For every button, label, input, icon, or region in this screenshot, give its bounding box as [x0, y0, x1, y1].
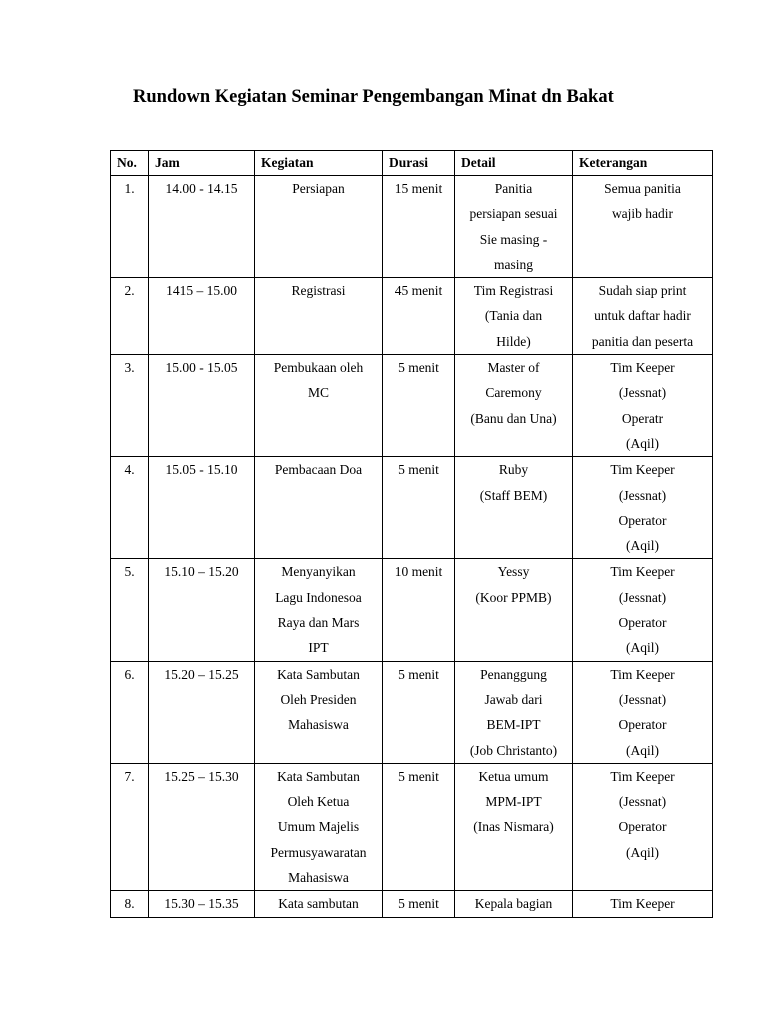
cell-keterangan-line: Operator — [618, 615, 667, 631]
cell-kegiatan-line: IPT — [308, 640, 329, 656]
cell-kegiatan-line: Oleh Ketua — [287, 794, 350, 810]
cell-no: 3. — [111, 355, 149, 457]
table-row — [111, 457, 713, 559]
cell-detail-line: (Tania dan — [484, 308, 543, 324]
cell-detail-line: Penanggung — [480, 666, 547, 682]
cell-durasi: 5 menit — [383, 661, 455, 763]
cell-kegiatan-line: Kata Sambutan — [277, 768, 360, 784]
table-row — [111, 355, 713, 457]
cell-kegiatan-line: Pembacaan Doa — [274, 462, 363, 478]
table-row — [111, 763, 713, 890]
cell-detail-line: (Koor PPMB) — [475, 589, 552, 605]
cell-no: 8. — [111, 891, 149, 917]
cell-jam: 15.10 – 15.20 — [149, 559, 255, 661]
cell-kegiatan-line: Kata sambutan — [278, 896, 359, 912]
cell-durasi: 5 menit — [383, 763, 455, 890]
cell-keterangan-line: Semua panitia — [604, 181, 681, 196]
cell-keterangan-line: Operator — [618, 819, 667, 835]
cell-kegiatan-line: MC — [307, 385, 329, 401]
cell-keterangan — [573, 457, 713, 559]
cell-keterangan-line: (Jessnat) — [618, 691, 667, 707]
table-row — [111, 891, 713, 917]
cell-detail-line: masing — [494, 256, 533, 272]
cell-kegiatan-line: Permusyawaratan — [270, 844, 367, 860]
cell-no: 5. — [111, 559, 149, 661]
cell-kegiatan — [255, 278, 383, 355]
cell-keterangan-line: (Jessnat) — [618, 385, 667, 401]
cell-keterangan-line: (Aqil) — [626, 435, 659, 451]
cell-durasi: 5 menit — [383, 891, 455, 917]
cell-keterangan-line: Operator — [618, 717, 667, 733]
cell-no: 7. — [111, 763, 149, 890]
cell-jam: 15.00 - 15.05 — [149, 355, 255, 457]
cell-no: 4. — [111, 457, 149, 559]
cell-jam: 1415 – 15.00 — [149, 278, 255, 355]
cell-keterangan-line: (Aqil) — [626, 742, 659, 758]
cell-detail-line: (Staff BEM) — [479, 487, 548, 503]
cell-durasi: 5 menit — [383, 355, 455, 457]
cell-no: 2. — [111, 278, 149, 355]
table-row — [111, 278, 713, 355]
header-detail: Detail — [455, 151, 573, 176]
cell-detail-line: Sie masing - — [479, 231, 548, 247]
cell-detail-line: (Banu dan Una) — [470, 410, 557, 426]
cell-keterangan-line: Tim Keeper — [610, 768, 675, 784]
cell-detail-line: Caremony — [485, 385, 542, 401]
cell-keterangan-line: Operatr — [621, 410, 664, 426]
cell-detail-line: Master of — [487, 360, 540, 376]
cell-kegiatan — [255, 661, 383, 763]
header-keterangan: Keterangan — [573, 151, 713, 176]
cell-keterangan-line: Sudah siap print — [598, 283, 687, 299]
cell-detail — [455, 355, 573, 457]
cell-detail-line: (Inas Nismara) — [473, 819, 554, 835]
cell-keterangan — [573, 355, 713, 457]
cell-jam: 15.30 – 15.35 — [149, 891, 255, 917]
cell-keterangan-line: Tim Keeper — [610, 896, 675, 912]
table-row — [111, 176, 713, 278]
cell-keterangan-line: (Aqil) — [626, 640, 659, 656]
table-header-row — [111, 151, 713, 176]
document-title: Rundown Kegiatan Seminar Pengembangan Minat dn Bakat — [133, 87, 614, 107]
cell-keterangan-line: (Jessnat) — [618, 794, 667, 810]
table-row — [111, 661, 713, 763]
table-body — [111, 176, 713, 918]
cell-keterangan-line: Tim Keeper — [610, 360, 675, 376]
cell-kegiatan — [255, 891, 383, 917]
cell-keterangan — [573, 763, 713, 890]
cell-detail-line: Ruby — [498, 462, 529, 478]
cell-jam: 15.25 – 15.30 — [149, 763, 255, 890]
cell-kegiatan — [255, 355, 383, 457]
cell-keterangan-line: (Jessnat) — [618, 487, 667, 503]
cell-keterangan-line: (Aqil) — [626, 538, 659, 554]
cell-durasi: 5 menit — [383, 457, 455, 559]
cell-keterangan — [573, 559, 713, 661]
cell-detail — [455, 661, 573, 763]
cell-jam: 15.05 - 15.10 — [149, 457, 255, 559]
cell-keterangan-line: panitia dan peserta — [591, 333, 694, 349]
cell-durasi: 10 menit — [383, 559, 455, 661]
header-jam: Jam — [149, 151, 255, 176]
cell-keterangan-line: (Aqil) — [626, 844, 659, 860]
cell-kegiatan-line: Umum Majelis — [277, 819, 360, 835]
cell-detail — [455, 763, 573, 890]
cell-detail-line: Ketua umum — [478, 768, 549, 784]
cell-detail — [455, 891, 573, 917]
cell-kegiatan-line: Persiapan — [292, 181, 345, 196]
cell-kegiatan-line: Mahasiswa — [288, 870, 349, 886]
rundown-table — [110, 150, 713, 918]
cell-detail-line: Yessy — [497, 564, 530, 580]
cell-kegiatan-line: Pembukaan oleh — [273, 360, 364, 376]
cell-kegiatan-line: Kata Sambutan — [277, 666, 360, 682]
cell-kegiatan — [255, 176, 383, 278]
cell-detail — [455, 559, 573, 661]
cell-detail-line: BEM-IPT — [486, 717, 541, 733]
cell-detail-line: MPM-IPT — [485, 794, 542, 810]
cell-detail — [455, 176, 573, 278]
cell-keterangan-line: Tim Keeper — [610, 666, 675, 682]
cell-jam: 15.20 – 15.25 — [149, 661, 255, 763]
header-durasi: Durasi — [383, 151, 455, 176]
cell-detail-line: (Job Christanto) — [469, 742, 558, 758]
cell-detail-line: Tim Registrasi — [473, 283, 554, 299]
cell-keterangan-line: wajib hadir — [611, 206, 674, 222]
cell-kegiatan — [255, 457, 383, 559]
cell-durasi: 45 menit — [383, 278, 455, 355]
cell-kegiatan-line: Registrasi — [291, 283, 346, 299]
cell-kegiatan — [255, 559, 383, 661]
cell-keterangan-line: (Jessnat) — [618, 589, 667, 605]
cell-keterangan — [573, 661, 713, 763]
cell-keterangan — [573, 176, 713, 278]
cell-no: 6. — [111, 661, 149, 763]
table-row — [111, 559, 713, 661]
cell-no: 1. — [111, 176, 149, 278]
cell-detail — [455, 457, 573, 559]
cell-detail-line: persiapan sesuai — [469, 206, 558, 222]
cell-keterangan — [573, 278, 713, 355]
cell-detail-line: Kepala bagian — [474, 896, 553, 912]
cell-keterangan — [573, 891, 713, 917]
cell-durasi: 15 menit — [383, 176, 455, 278]
cell-kegiatan-line: Mahasiswa — [288, 717, 349, 733]
cell-keterangan-line: Tim Keeper — [610, 564, 675, 580]
cell-detail-line: Panitia — [494, 181, 533, 196]
cell-kegiatan-line: Lagu Indonesoa — [275, 589, 362, 605]
cell-kegiatan — [255, 763, 383, 890]
header-kegiatan: Kegiatan — [255, 151, 383, 176]
cell-keterangan-line: Tim Keeper — [610, 462, 675, 478]
cell-kegiatan-line: Raya dan Mars — [277, 615, 360, 631]
cell-detail-line: Hilde) — [496, 333, 531, 349]
cell-detail-line: Jawab dari — [484, 691, 543, 707]
cell-kegiatan-line: Oleh Presiden — [280, 691, 357, 707]
header-no: No. — [111, 151, 149, 176]
cell-kegiatan-line: Menyanyikan — [281, 564, 356, 580]
cell-detail — [455, 278, 573, 355]
cell-jam: 14.00 - 14.15 — [149, 176, 255, 278]
cell-keterangan-line: Operator — [618, 512, 667, 528]
cell-keterangan-line: untuk daftar hadir — [594, 308, 691, 324]
